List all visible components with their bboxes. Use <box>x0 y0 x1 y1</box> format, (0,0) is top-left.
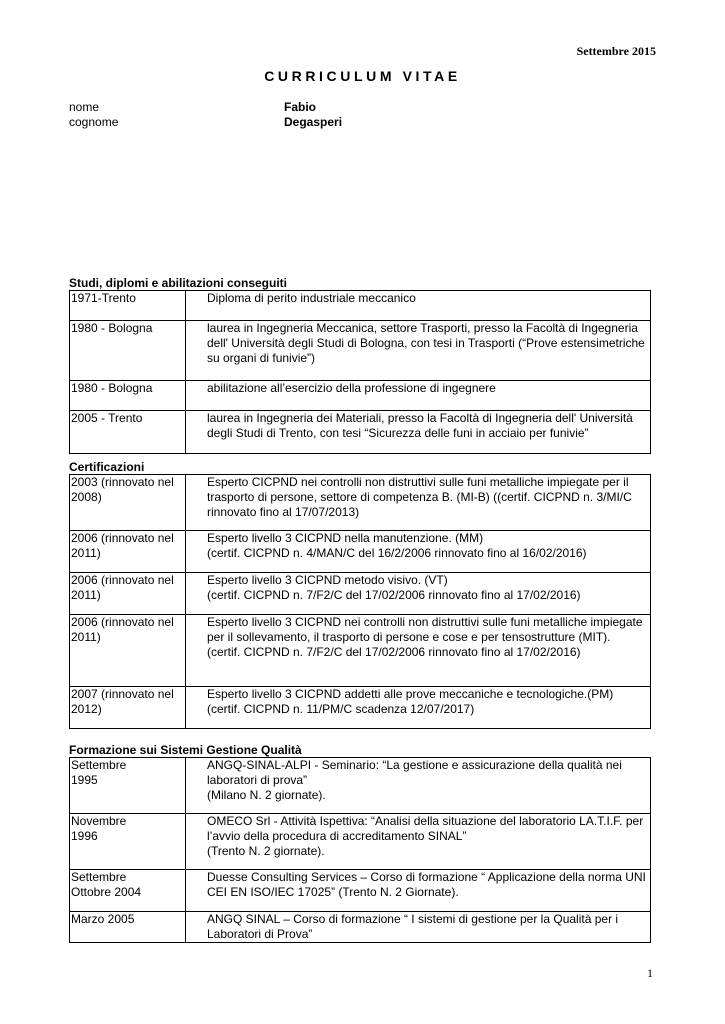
table-row <box>70 814 651 870</box>
table-row <box>70 531 651 573</box>
personal-value: Degasperi <box>284 115 343 129</box>
section-education <box>69 276 651 454</box>
table-row <box>70 321 651 381</box>
education-table <box>69 290 651 454</box>
date-cell: 2003 (rinnovato nel 2008) <box>70 475 186 531</box>
description-cell: Duesse Consulting Services – Corso di formazione “ Applicazione della norma UNI CEI EN ISO/IEC 17025” (Trento N. 2 Giornate). <box>186 870 651 912</box>
date-cell: 2006 (rinnovato nel 2011) <box>70 531 186 573</box>
section-quality-training <box>69 743 651 943</box>
page-number: 1 <box>647 966 653 980</box>
section-title: Studi, diplomi e abilitazioni conseguiti <box>69 276 288 290</box>
description-cell: Diploma di perito industriale meccanico <box>186 291 651 321</box>
quality-training-table <box>69 757 651 943</box>
section-title: Formazione sui Sistemi Gestione Qualità <box>69 743 302 757</box>
date-cell: 2005 - Trento <box>70 411 186 454</box>
table-row <box>70 573 651 615</box>
date-cell: 2006 (rinnovato nel 2011) <box>70 615 186 687</box>
table-row <box>70 912 651 943</box>
document-date: Settembre 2015 <box>576 44 656 58</box>
certifications-table <box>69 474 651 729</box>
table-row <box>70 475 651 531</box>
personal-label: cognome <box>69 115 119 129</box>
description-cell: Esperto livello 3 CICPND metodo visivo. (VT) (certif. CICPND n. 7/F2/C del 17/02/2006 rinnovato fino al 17/02/2016) <box>186 573 651 615</box>
table-row <box>70 381 651 411</box>
date-cell: Settembre Ottobre 2004 <box>70 870 186 912</box>
table-row <box>70 291 651 321</box>
description-cell: Esperto CICPND nei controlli non distruttivi sulle funi metalliche impiegate per il trasporto di persone, settore di competenza B. (MI-B) ((certif. CICPND n. 3/MI/C rinnovato fino al 17/07/2013) <box>186 475 651 531</box>
description-cell: laurea in Ingegneria Meccanica, settore Trasporti, presso la Facoltà di Ingegneria dell' Università degli Studi di Bologna, con tesi in Trasporti (“Prove estensimetriche su organi di funivie”) <box>186 321 651 381</box>
date-cell: Settembre 1995 <box>70 758 186 814</box>
description-cell: ANGQ SINAL – Corso di formazione “ I sistemi di gestione per la Qualità per i Laboratori di Prova” <box>186 912 651 943</box>
date-cell: 1980 - Bologna <box>70 321 186 381</box>
section-title: Certificazioni <box>69 460 145 474</box>
document-title: CURRICULUM VITAE <box>264 68 461 84</box>
description-cell: abilitazione all’esercizio della professione di ingegnere <box>186 381 651 411</box>
description-cell: Esperto livello 3 CICPND addetti alle prove meccaniche e tecnologiche.(PM) (certif. CICPND n. 11/PM/C scadenza 12/07/2017) <box>186 687 651 729</box>
personal-label: nome <box>69 100 100 114</box>
date-cell: 1971-Trento <box>70 291 186 321</box>
date-cell: Marzo 2005 <box>70 912 186 943</box>
table-row <box>70 870 651 912</box>
date-cell: 1980 - Bologna <box>70 381 186 411</box>
table-row <box>70 411 651 454</box>
description-cell: laurea in Ingegneria dei Materiali, presso la Facoltà di Ingegneria dell' Università degli Studi di Trento, con tesi “Sicurezza delle funi in acciaio per funivie” <box>186 411 651 454</box>
table-row <box>70 758 651 814</box>
description-cell: ANGQ-SINAL-ALPI - Seminario: “La gestione e assicurazione della qualità nei laboratori di prova” (Milano N. 2 giornate). <box>186 758 651 814</box>
date-cell: 2007 (rinnovato nel 2012) <box>70 687 186 729</box>
date-cell: Novembre 1996 <box>70 814 186 870</box>
personal-value: Fabio <box>284 100 316 114</box>
description-cell: Esperto livello 3 CICPND nella manutenzione. (MM) (certif. CICPND n. 4/MAN/C del 16/2/2006 rinnovato fino al 16/02/2016) <box>186 531 651 573</box>
description-cell: Esperto livello 3 CICPND nei controlli non distruttivi sulle funi metalliche impiegate per il sollevamento, il trasporto di persone e cose e per tensostrutture (MIT). (certif. CICPND n. 7/F2/C del 17/02/2006 rinnovato fino al 17/02/2016) <box>186 615 651 687</box>
description-cell: OMECO Srl - Attività Ispettiva: “Analisi della situazione del laboratorio LA.T.I.F. per l’avvio della procedura di accreditamento SINAL” (Trento N. 2 giornate). <box>186 814 651 870</box>
table-row <box>70 615 651 687</box>
date-cell: 2006 (rinnovato nel 2011) <box>70 573 186 615</box>
table-row <box>70 687 651 729</box>
section-certifications <box>69 460 651 729</box>
